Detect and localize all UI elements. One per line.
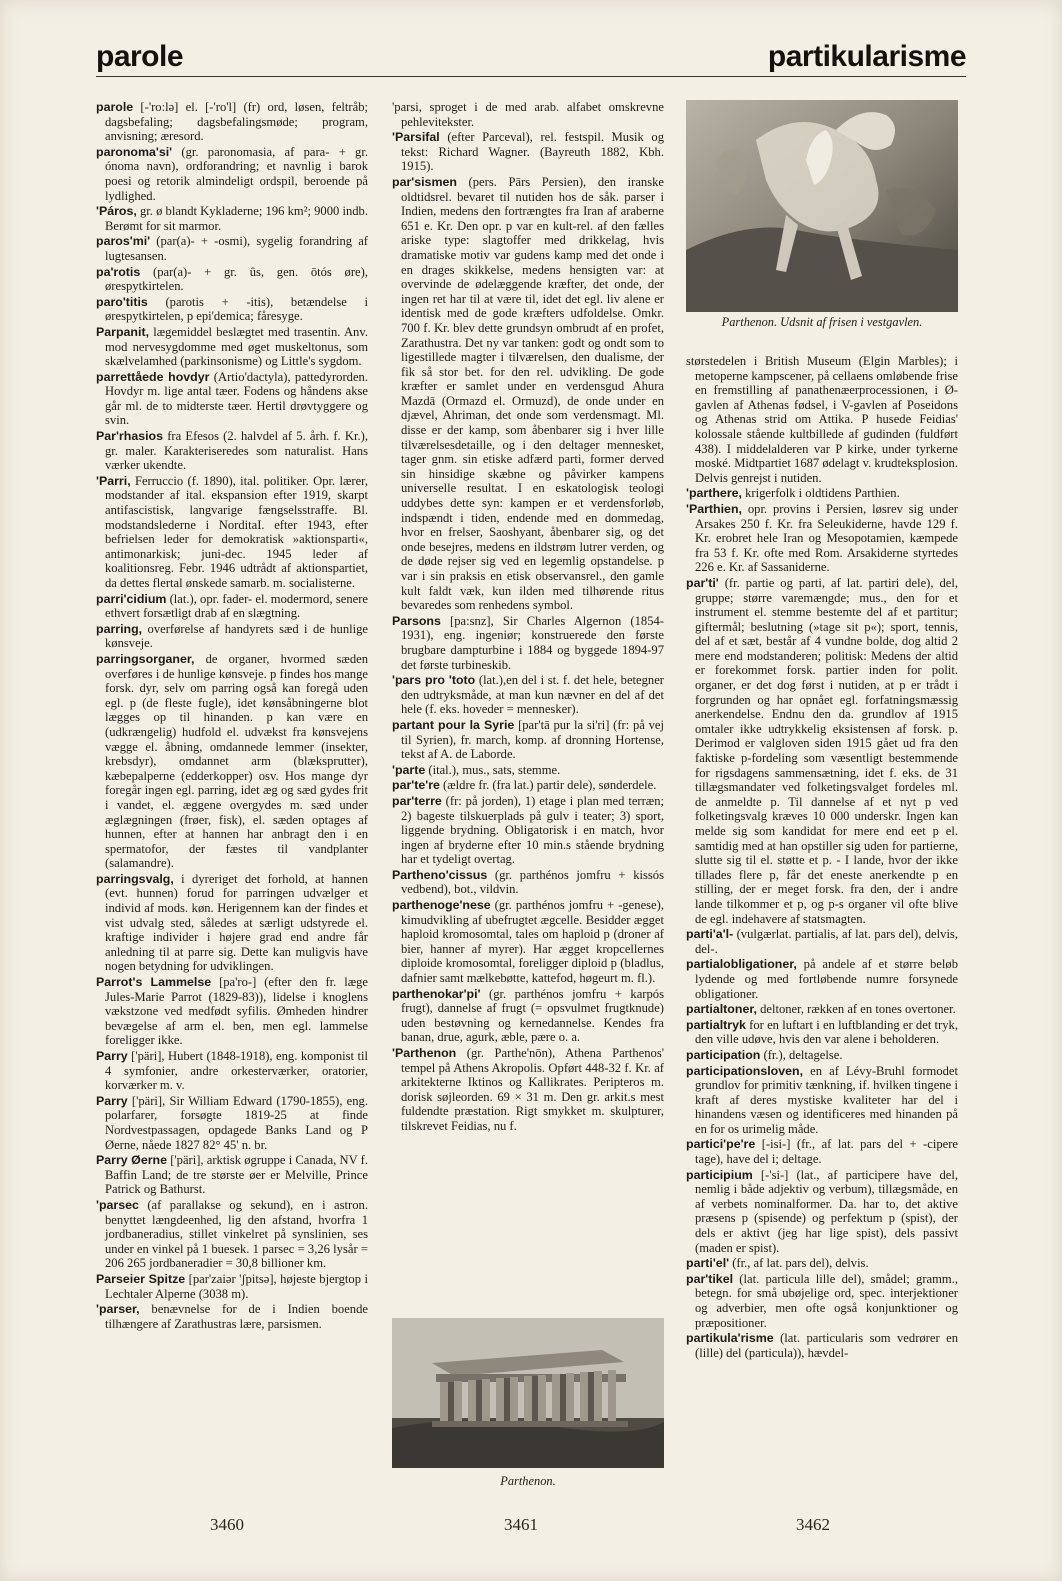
entry-definition: (ældre fr. (fra lat.) partir dele), sønderdele. — [439, 778, 657, 793]
entry-headword: Parry Øerne — [96, 1153, 167, 1168]
column-3 — [686, 354, 958, 1361]
entry-headword: pa'rotis — [96, 264, 141, 279]
entry-definition: (gr. Parthe'nōn), Athena Parthenos' tempel på Athens Akropolis. Opført 448-32 f. Kr. af arkitekterne Iktinos og Kallikrates. Peripteros m. dorisk søjleorden. 69 × 31 m. Den gr. arkit.s mest fuldendte præstation. Rigt smykket m. skulpturer, tilskrevet Feidias, nu f. — [401, 1046, 664, 1133]
dictionary-entry — [392, 794, 664, 867]
entry-definition: (efter Parceval), rel. festspil. Musik og tekst: Richard Wagner. (Bayreuth 1882, Kbh. 1915). — [401, 130, 664, 174]
dictionary-entry — [96, 234, 368, 263]
entry-definition: ['päri], arktisk øgruppe i Canada, NV f. Baffin Land; de tre største øer er Melville, Prince Patrick og Bathurst. — [105, 1153, 368, 1197]
dictionary-entry — [392, 778, 664, 793]
frieze-relief-illustration — [686, 100, 958, 312]
entry-headword: 'parser, — [96, 1302, 140, 1317]
dictionary-entry — [96, 1153, 368, 1197]
dictionary-entry — [686, 1064, 958, 1137]
entry-headword: paronoma'si' — [96, 144, 173, 159]
entry-definition: overførelse af handyrets sæd i de hunlige kønsveje. — [105, 621, 368, 651]
entry-definition: ['päri], Sir William Edward (1790-1855), eng. polarfarer, forsøgte 1819-25 at finde Nordvestpassagen, opdagede Banks Land og P Øerne, nåede 1827 82° 45' n. br. — [105, 1093, 368, 1152]
entry-headword: participation — [686, 1047, 761, 1062]
dictionary-entry — [96, 1198, 368, 1271]
entry-definition: (parotis + -itis), betændelse i ørespytkirtelen, p epi'demica; fåresyge. — [105, 294, 368, 324]
entry-headword: Parpanit, — [96, 324, 150, 339]
dictionary-entry — [392, 673, 664, 717]
entry-definition: (af parallakse og sekund), en i astron. benyttet længdeenhed, lig den afstand, hvorfra 1 jordbaneradius, stillet vinkelret på synslinien, ses under en vinkel på 1 buesek. 1 parsec = 3,26 lysår = 206 265 jordbaneradier = 30,8 billioner km. — [105, 1197, 368, 1271]
dictionary-entry — [686, 354, 958, 485]
entry-definition: (pers. Pārs Persien), den iranske oldtidsrel. bevaret til nutiden hos de såk. parser i Indien, medens den fortrængtes fra Iran af araberne 651 e. Kr. Den opr. p var en kult-rel. af den fælles ariske type: slagtoffer med drikkelag, hvis dramatiske motiv var gudens kamp med det onde i en drages skikkelse, medens hensigten var: at overvinde de ødelæggende kræfter, det onde, der ingen ret har til at være til, idet det egl. liv alene er identisk med de gode kræfters udfoldelse. Omkr. 700 f. Kr. blev dette grundsyn ombrudt af en profet, Zarathustra. Det ny var tanken: godt og ondt som to ligestillede magter i tilværelsen, den dualisme, der fik så stor bet. for den rel. udvikling. De gode kræfter er samlet under en verdensgud Ahura Mazdā (Ormazd el. Ormuzd), de onde under en djævel, Ahriman, det onde som verdensmagt. Ml. disse er der kamp, som åbenbarer sig i hver lille tilværelsesdetaille, og i den deltager mennesket, tager gnm. sin etiske adfærd parti, former derved sin hinsidige skæbne og påvirker kampens universelle resultat. I en eskatologisk teologi uddybes dette syn: kampen er et verdensforløb, indspændt i tiden, endende med en dommedag, hvor en frelser, Saoshyant, åbenbarer sig, og det onde besejres, medens en ildstrøm lutrer verden, og de døde rejser sig ved en legemlig opstandelse. p var i sin praksis en etisk observansrel., den gamle kult faldt væk, kun ilden med tilhørende ritus bevaredes som renhedens symbol. — [401, 174, 664, 613]
entry-headword: parring, — [96, 621, 143, 636]
frieze-photo — [686, 100, 958, 312]
page-number-middle: 3461 — [504, 1515, 538, 1534]
dictionary-entry — [96, 429, 368, 473]
entry-headword: parri'cidium — [96, 591, 167, 606]
entry-headword: 'parsec — [96, 1197, 139, 1212]
dictionary-entry — [686, 1018, 958, 1047]
dictionary-entry — [96, 474, 368, 591]
dictionary-entry — [686, 927, 958, 956]
dictionary-entry — [686, 1168, 958, 1256]
entry-headword: Par'rhasios — [96, 429, 163, 444]
entry-headword: partikula'risme — [686, 1331, 774, 1346]
dictionary-entry — [96, 622, 368, 651]
page-number-left: 3460 — [210, 1515, 244, 1534]
dictionary-entry — [96, 592, 368, 621]
dictionary-entry — [392, 1046, 664, 1134]
dictionary-entry — [686, 1137, 958, 1166]
dictionary-entry — [392, 868, 664, 897]
entry-headword: parringsvalg, — [96, 871, 174, 886]
entry-headword: par'terre — [392, 793, 442, 808]
dictionary-entry — [686, 576, 958, 926]
entry-headword: partant pour la Syrie — [392, 717, 515, 732]
entry-headword: par'sismen — [392, 174, 457, 189]
entry-headword: participium — [686, 1167, 753, 1182]
entry-headword: participationsloven, — [686, 1063, 804, 1078]
entry-headword: parole — [96, 100, 134, 114]
dictionary-entry — [686, 502, 958, 575]
entry-definition: (Artio'dactyla), pattedyrorden. Hovdyr m. lige antal tæer. Fodens og håndens akse går ml. de to midterste tæer. Hertil drøvtyggere og svin. — [105, 369, 368, 428]
entry-definition: (fr.), deltagelse. — [760, 1047, 843, 1062]
running-head-right: partikularisme — [767, 40, 966, 73]
entry-definition: (fr., af lat. pars del), delvis. — [729, 1256, 869, 1271]
entry-headword: partialtryk — [686, 1017, 746, 1032]
dictionary-entry — [392, 614, 664, 672]
dictionary-entry — [96, 1049, 368, 1093]
frieze-caption: Parthenon. Udsnit af frisen i vestgavlen. — [721, 315, 923, 329]
entry-headword: Parsons — [392, 613, 441, 628]
dictionary-entry — [96, 1272, 368, 1301]
entry-headword: partialobligationer, — [686, 957, 797, 972]
entry-headword: 'pars pro 'toto — [392, 673, 476, 688]
entry-definition: [par'tā pur la si'ri] (fr: på vej til Syrien), fr. march, komp. af dronning Hortense, tekst af A. de Laborde. — [401, 717, 664, 762]
entry-definition: deltoner, rækken af en tones overtoner. — [756, 1002, 956, 1017]
dictionary-entry — [96, 204, 368, 233]
dictionary-entry — [686, 1256, 958, 1271]
page-number-right: 3462 — [796, 1515, 830, 1534]
entry-definition: (lat.), opr. fader- el. modermord, senere ethvert forsætligt drab af en slægtning. — [105, 591, 368, 621]
entry-definition: en af Lévy-Bruhl formodet grundlov for primitiv tænkning, if. hvilken tingene i kraft af deres mystiske kvaliteter har del i hinandens væsen og identificeres med hinanden på en for os urimelig måde. — [695, 1063, 958, 1136]
column-2 — [392, 100, 664, 1135]
entry-definition: (gr. paronomasia, af para- + gr. ónoma navn), ordforandring; et navnlig i barok poesi og retorik almindeligt ordspil, beroende på lydlighed. — [105, 144, 368, 203]
dictionary-entry — [392, 175, 664, 613]
dictionary-entry — [96, 265, 368, 294]
entry-headword: Parry — [96, 1093, 128, 1108]
dictionary-entry — [96, 1302, 368, 1331]
entry-definition: (ital.), mus., sats, stemme. — [425, 762, 561, 777]
dictionary-entry — [96, 872, 368, 974]
entry-definition: for en luftart i en luftblanding er det tryk, den ville udøve, hvis den var alene i beholderen. — [695, 1017, 958, 1047]
dictionary-entry — [96, 975, 368, 1048]
entry-headword: partici'pe're — [686, 1137, 756, 1152]
entry-definition: (fr: på jorden), 1) etage i plan med terræn; 2) bageste tilskuerplads på gulv i teater; 3) sport, liggende brydning. Obligatorisk i en match, hvor ingen af bryderne efter 10 min.s stående brydning har et tydeligt overtag. — [401, 793, 664, 867]
entry-definition: (lat. particula lille del), smådel; gramm., betegn. for små ubøjelige ord, spec. interjektioner og adverbier, men ofte også konjunktioner og præpositioner. — [695, 1271, 958, 1330]
entry-headword: 'parte — [392, 762, 426, 777]
dictionary-entry — [686, 1272, 958, 1330]
dictionary-entry — [686, 1002, 958, 1017]
entry-definition: benævnelse for de i Indien boende tilhængere af Zarathustras lære, parsismen. — [105, 1302, 368, 1331]
entry-definition: (gr. parthénos jomfru + karpós frugt), dannelse af frugt (= opsvulmet frugtknude) uden bestøvning og kernedannelse. Kendes fra banan, drue, agurk, æble, pære o. a. — [401, 986, 664, 1045]
dictionary-entry — [392, 718, 664, 762]
header-rule — [96, 76, 966, 77]
entry-definition: opr. provins i Persien, løsrev sig under Arsakes 250 f. Kr. fra Seleukiderne, havde 129 f. Kr. erobret hele Iran og Mesopotamien, kæmpede fra 53 f. Kr. ofte med Rom. Arsakiderne styrtedes 226 e. Kr. af Sassaniderne. — [695, 501, 958, 575]
dictionary-entry — [96, 100, 368, 144]
parthenon-caption: Parthenon. — [500, 1474, 556, 1488]
entry-definition: [-'ro:lə] el. [-'ro'l] (fr) ord, løsen, feltråb; dagsbefaling; dagsbefalingsmøde; program, anvisning; æresord. — [105, 100, 368, 144]
dictionary-entry — [96, 325, 368, 369]
entry-headword: par'ti' — [686, 575, 719, 590]
entry-headword: 'Parthenon — [392, 1046, 457, 1060]
entry-definition: (gr. parthénos jomfru + kissós vedbend), bot., vildvin. — [401, 867, 664, 897]
entry-headword: 'parthere, — [686, 486, 742, 501]
dictionary-entry — [392, 100, 664, 129]
entry-definition: de organer, hvormed sæden overføres i de hunlige kønsveje. p findes hos mange forsk. dyr, selv om parring også kan foregå uden egl. p (de fleste fugle), idet kønsåbningerne blot lægges op til hinanden. p kan være en (udkrængelig) hudfold el. udvækst fra kønsvejens vægge el. åbning, omdannede lemmer (insekter, krebsdyr), omdannet arm (blæksprutter), kæbepalperne (edderkopper) osv. Hos mange dyr foregår ingen egl. parring, idet æg og sæd gydes frit i vandet, el. æggene overgydes m. sæd under æglægningen (frøer, fisk), el. sæden optages af hunnen, efter at hannen har anbragt den i en spermatofor, der fæstes til vandplanter (salamandre). — [105, 651, 368, 871]
entry-definition: 'parsi, sproget i de med arab. alfabet omskrevne pehlevitekster. — [392, 100, 664, 129]
dictionary-entry — [392, 763, 664, 778]
parthenon-illustration — [392, 1318, 664, 1468]
entry-headword: par'tikel — [686, 1271, 734, 1286]
entry-headword: 'Parsifal — [392, 130, 440, 145]
entry-headword: paros'mi' — [96, 234, 151, 249]
parthenon-photo — [392, 1318, 664, 1468]
entry-definition: (lat. particularis som vedrører en (lille) del (particula)), hævdel- — [695, 1331, 958, 1360]
entry-definition: Ferruccio (f. 1890), ital. politiker. Opr. lærer, modstander af ital. ekspansion efter 1919, skarpt antifascistisk, langvarige fængselsstraffe. Bl. modstandslederne i NorditaI. efter 1943, efter befrielsen leder for demokratisk »aktionsparti«, antimonarkisk; juni-dec. 1945 leder af koalitionsreg. Febr. 1946 udtrådt af aktionspartiet, da dettes flertal ønskede samarb. m. socialisterne. — [105, 473, 368, 590]
entry-headword: 'Parthien, — [686, 501, 742, 516]
entry-headword: parringsorganer, — [96, 651, 195, 666]
dictionary-entry — [686, 1048, 958, 1063]
dictionary-entry — [392, 130, 664, 174]
dictionary-entry — [392, 898, 664, 986]
entry-headword: Partheno'cissus — [392, 867, 488, 882]
entry-headword: parti'a'l- — [686, 927, 734, 942]
entry-definition: (gr. parthénos jomfru + -genese), kimudvikling af ubefrugtet ægcelle. Besidder ægget haploid kromosomtal, tales om haploid p (droner af bier, hanner af myrer). Har ægget kropcellernes diploide kromosomtal, foreligger diploid p (bladlus, dafnier samt mælkebøtte, kattefod, høgeurt m. fl.). — [401, 898, 664, 986]
entry-headword: Parry — [96, 1049, 128, 1063]
entry-definition: størstedelen i British Museum (Elgin Marbles); i metoperne kampscener, på cellaens omløbende frise en fremstilling af panathenæerprocessionen, i Ø-gavlen af Athenas fødsel, i V-gavlen af Poseidons og Athenas strid om Attika. P husede Feidias' kolossale stående kultbillede af gudinden (fuldført 438). I middelalderen var P kirke, under tyrkerne moské. Midtpartiet 1687 ødelagt v. krudteksplosion. Delvis genrejst i nutiden. — [686, 354, 958, 485]
entry-headword: parthenokar'pi' — [392, 986, 481, 1001]
entry-headword: parthenoge'nese — [392, 898, 491, 913]
entry-definition: fra Efesos (2. halvdel af 5. årh. f. Kr.), gr. maler. Karakteriseredes som naturalist. Hans værker ukendte. — [105, 429, 368, 473]
running-head-left: parole — [96, 40, 184, 73]
entry-definition: [-'si-] (lat., af participere have del, nemlig i både adjektiv og verbum), tillægsmåde, en af verbets nominalformer. Da. har to, det aktive præsens p (spisende) og perfektum p (spist), der dels er aktivt (jeg har lige spist), dels passivt (maden er spist). — [695, 1167, 958, 1255]
dictionary-entry — [96, 295, 368, 324]
dictionary-entry — [96, 370, 368, 428]
entry-definition: på andele af et større beløb lydende og med fortløbende numre forsynede obligationer. — [695, 957, 958, 1001]
entry-definition: krigerfolk i oldtidens Parthien. — [741, 486, 900, 501]
entry-definition: lægemiddel beslægtet med trasentin. Anv. mod nervesygdomme med øget muskeltonus, som skælvelamhed (parkinsonisme) og Little's sygdom. — [105, 324, 368, 369]
dictionary-entry — [392, 987, 664, 1045]
entry-headword: parrettåede hovdyr — [96, 369, 210, 384]
entry-headword: Parseier Spitze — [96, 1271, 186, 1286]
entry-definition: (par(a)- + gr. ûs, gen. ōtós øre), ørespytkirtelen. — [105, 264, 368, 294]
entry-definition: (vulgærlat. partialis, af lat. pars del), delvis, del-. — [695, 927, 958, 956]
entry-headword: 'Páros, — [96, 204, 137, 219]
entry-definition: [par'zaiər 'ʃpitsə], højeste bjergtop i Lechtaler Alperne (3038 m). — [105, 1271, 368, 1301]
entry-definition: ['päri], Hubert (1848-1918), eng. komponist til 4 symfonier, andre orkesterværker, oratorier, korværker m. v. — [105, 1049, 368, 1093]
dictionary-entry — [686, 957, 958, 1001]
entry-definition: i dyreriget det forhold, at hannen (evt. hunnen) forud for parringen udvælger et individ af mods. køn. Herigennem kan der findes et vist udvalg sted, således at særligt udstyrede el. kraftige individer i højere grad end andre får anledning til at parre sig. Dette kan muligvis have nogen betydning for udviklingen. — [105, 871, 368, 974]
entry-definition: [pa:snz], Sir Charles Algernon (1854-1931), eng. ingeniør; konstruerede den første brugbare dampturbine i 1884 og byggede 1894-97 det første turbineskib. — [401, 613, 664, 672]
dictionary-entry — [96, 145, 368, 203]
entry-definition: (par(a)- + -osmi), sygelig forandring af lugtesansen. — [105, 234, 368, 263]
entry-headword: 'Parri, — [96, 473, 131, 488]
entry-definition: (lat.),en del i st. f. det hele, betegner den udtryksmåde, at man kun nævner en del af det hele (f. eks. hoveder = mennesker). — [401, 673, 664, 717]
entry-definition: [pa'ro-] (efter den fr. læge Jules-Marie Parrot (1829-83)), lidelse i knoglens vækstzone ved medfødt syfilis. Ømheden hindrer bevægelse af arm el. ben, men egl. lammelse foreligger ikke. — [105, 975, 368, 1048]
entry-headword: partialtoner, — [686, 1002, 757, 1017]
column-1 — [96, 100, 368, 1332]
entry-definition: gr. ø blandt Kykladerne; 196 km²; 9000 indb. Berømt for sit marmor. — [105, 204, 368, 233]
entry-headword: Parrot's Lammelse — [96, 975, 212, 990]
dictionary-entry — [96, 1094, 368, 1152]
entry-definition: (fr. partie og parti, af lat. partiri dele), del, gruppe; større varemængde; mus., den for et instrument el. stemme bestemte del af et partitur; giftermål; beslutning (»tage sit p«); sport, tennis, del af et sæt, består af 4 vundne bolde, dog altid 2 mere end modstanderen; politisk: Medens der altid er forekommet forsk. partier inden for polit. organer, er det dog først i nutiden, at p er trådt i forgrunden og har opnået egl. forfatningsmæssig anerkendelse. Endnu den da. grundlov af 1915 omtaler ikke udtrykkelig eksistensen af forsk. p. Derimod er valgloven siden 1915 gået ud fra den faktiske p-fordeling som væsentligt bestemmende for rigsdagens sammensætning, idet f. eks. de 31 tillægsmandater ved folketingsvalget fordeles ml. de anmeldte p. Til dannelse af et nyt p ved folketingsvalg kræves 10 000 underskr. Ingen kan melde sig som kandidat for mere end eet p el. samtidig med at han opstiller sig uden for partierne, slutte sig til el. støtte et p. - I lande, hvor der ikke tillades flere p, får det eneste anerkendte p en stilling, der er meget forsk. fra den, der i andre lande tilkommer et p, og p-s organer vil ofte blive de egl. indehavere af statsmagten. — [695, 575, 958, 926]
dictionary-entry — [96, 652, 368, 871]
dictionary-entry — [686, 1331, 958, 1360]
entry-headword: paro'titis — [96, 294, 148, 309]
entry-definition: [-isi-] (fr., af lat. pars del + -cipere tage), have del i; deltage. — [695, 1137, 958, 1167]
dictionary-entry — [686, 486, 958, 501]
entry-headword: parti'el' — [686, 1256, 730, 1271]
entry-headword: par'te're — [392, 778, 440, 793]
